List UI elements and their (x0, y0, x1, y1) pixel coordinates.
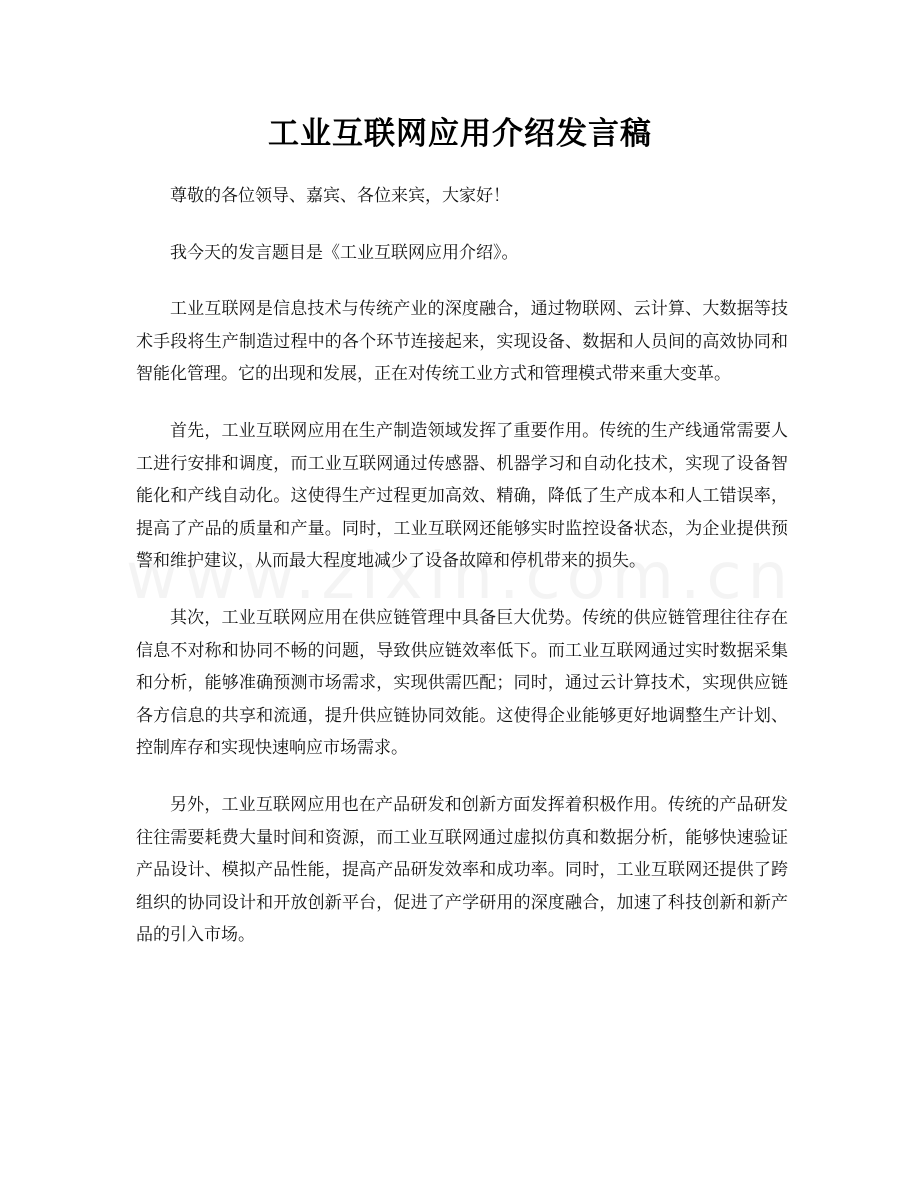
paragraph-topic: 我今天的发言题目是《工业互联网应用介绍》。 (170, 242, 519, 263)
paragraph-rnd: 另外，工业互联网应用也在产品研发和创新方面发挥着积极作用。传统的产品研发往往需要耗费大量时间和资源，而工业互联网通过虚拟仿真和数据分析，能够快速验证产品设计、模拟产品性能，提高产品研发效率和成功率。同时，工业互联网还提供了跨组织的协同设计和开放创新平台，促进了产学研用的深度融合，加速了科技创新和新产品的引入市场。 (136, 794, 788, 946)
paragraph-intro: 工业互联网是信息技术与传统产业的深度融合，通过物联网、云计算、大数据等技术手段将生产制造过程中的各个环节连接起来，实现设备、数据和人员间的高效协同和智能化管理。它的出现和发展，正在对传统工业方式和管理模式带来重大变革。 (136, 299, 788, 385)
paragraph-supply-chain: 其次，工业互联网应用在供应链管理中具备巨大优势。传统的供应链管理往往存在信息不对称和协同不畅的问题，导致供应链效率低下。而工业互联网通过实时数据采集和分析，能够准确预测市场需求，实现供需匹配；同时，通过云计算技术，实现供应链各方信息的共享和流通，提升供应链协同效能。这使得企业能够更好地调整生产计划、控制库存和实现快速响应市场需求。 (136, 607, 788, 759)
paragraph-greeting: 尊敬的各位领导、嘉宾、各位来宾，大家好！ (170, 186, 510, 206)
paragraph-manufacturing: 首先，工业互联网应用在生产制造领域发挥了重要作用。传统的生产线通常需要人工进行安排和调度，而工业互联网通过传感器、机器学习和自动化技术，实现了设备智能化和产线自动化。这使得生产过程更加高效、精确，降低了生产成本和人工错误率，提高了产品的质量和产量。同时，工业互联网还能够实时监控设备状态，为企业提供预警和维护建议，从而最大程度地减少了设备故障和停机带来的损失。 (136, 420, 788, 572)
document-title: 工业互联网应用介绍发言稿 (268, 116, 652, 152)
document-body (136, 180, 788, 976)
